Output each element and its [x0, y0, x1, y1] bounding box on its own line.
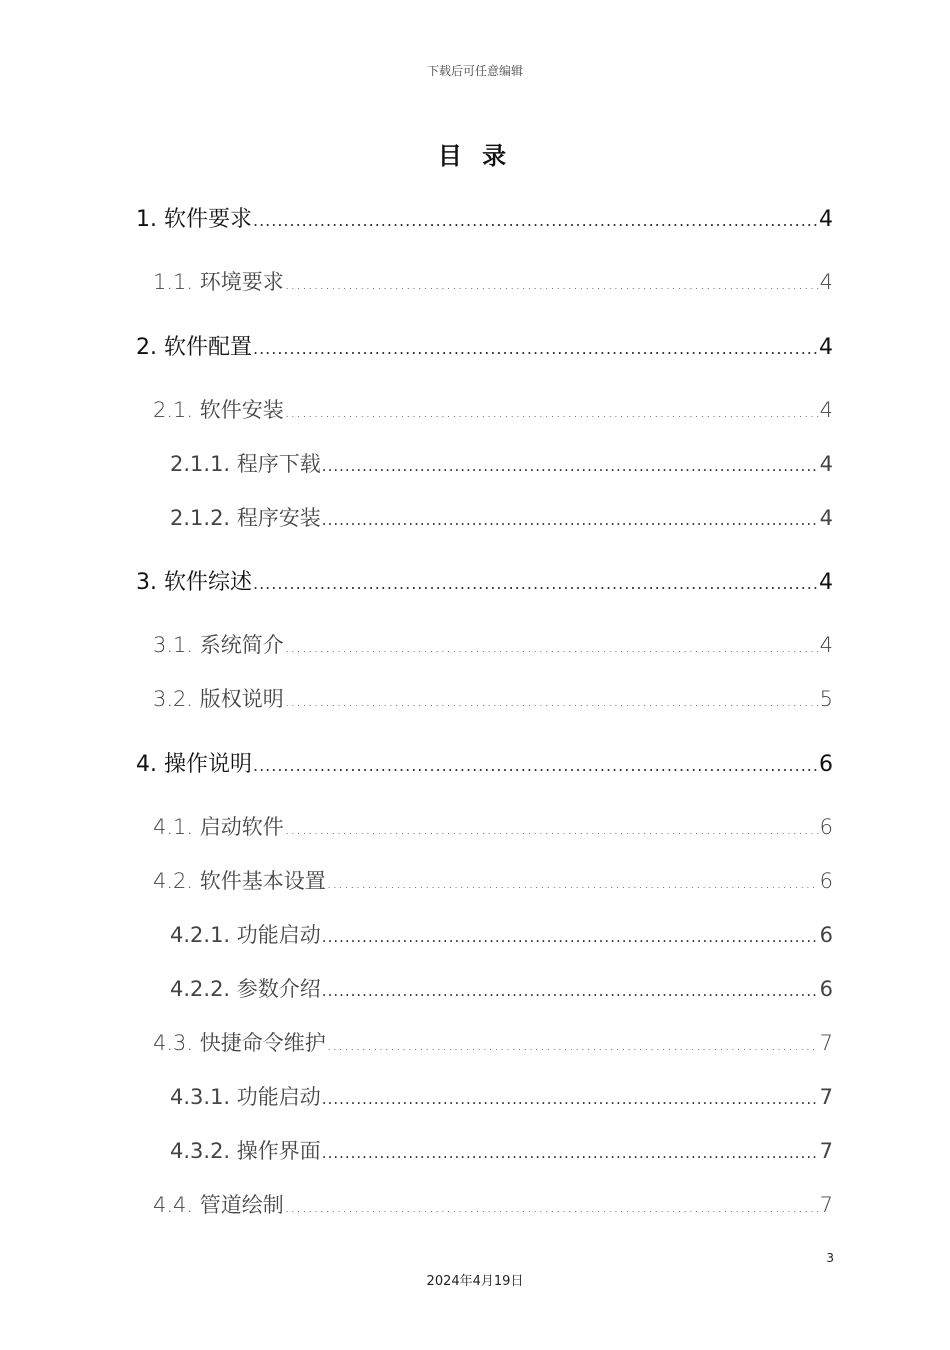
toc-entry[interactable] [136, 747, 833, 778]
toc-leader-dots [285, 638, 819, 656]
toc-entry-label: 4.3. 快捷命令维护 [153, 1031, 326, 1055]
toc-entry-page: 4 [819, 570, 833, 595]
toc-leader-dots [285, 692, 819, 710]
toc-entry[interactable] [170, 973, 833, 1003]
toc-leader-dots [322, 1144, 819, 1162]
toc-entry-page: 6 [819, 815, 833, 839]
toc-entry[interactable] [136, 330, 833, 361]
toc-entry-label: 3.2. 版权说明 [153, 687, 284, 711]
toc-title: 目 录 [437, 142, 513, 170]
toc-entry-page: 6 [819, 752, 833, 777]
toc-entry-label: 4.1. 启动软件 [153, 815, 284, 839]
toc-entry-page: 6 [819, 977, 833, 1001]
toc-entry-page: 7 [819, 1031, 833, 1055]
page-footer-date: 2024年4月19日 [426, 1274, 524, 1289]
toc-entry[interactable] [170, 448, 833, 478]
toc-leader-dots [322, 982, 819, 1000]
toc-entry[interactable] [136, 565, 833, 596]
toc-entry-label: 2. 软件配置 [136, 335, 252, 360]
toc-entry[interactable] [136, 202, 833, 233]
toc-entry-label: 2.1.1. 程序下载 [170, 452, 321, 476]
page-header: 下载后可任意编辑 [426, 64, 523, 78]
toc-leader-dots [285, 820, 819, 838]
toc-leader-dots [285, 275, 819, 293]
toc-entry-label: 4.3.2. 操作界面 [170, 1139, 321, 1163]
toc-entry-page: 4 [819, 506, 833, 530]
toc-leader-dots [327, 874, 819, 892]
toc-leader-dots [322, 1090, 819, 1108]
toc-entry[interactable] [170, 502, 833, 532]
toc-leader-dots [253, 211, 818, 230]
toc-entry[interactable] [153, 629, 833, 659]
toc-entry[interactable] [153, 811, 833, 841]
toc-entry[interactable] [153, 683, 833, 713]
toc-entry-page: 7 [819, 1139, 833, 1163]
toc-entry[interactable] [153, 1027, 833, 1057]
toc-leader-dots [322, 457, 819, 475]
toc-leader-dots [253, 756, 818, 775]
toc-entry-label: 1.1. 环境要求 [153, 270, 284, 294]
toc-entry-page: 6 [819, 923, 833, 947]
toc-entry-label: 4.3.1. 功能启动 [170, 1085, 321, 1109]
toc-entry[interactable] [170, 919, 833, 949]
toc-entry-label: 1. 软件要求 [136, 207, 252, 232]
toc-entry[interactable] [170, 1081, 833, 1111]
toc-entry-page: 4 [819, 270, 833, 294]
toc-entry-page: 7 [819, 1085, 833, 1109]
toc-entry[interactable] [170, 1135, 833, 1165]
toc-entry-page: 4 [819, 633, 833, 657]
toc-entry-label: 2.1.2. 程序安装 [170, 506, 321, 530]
toc-leader-dots [322, 928, 819, 946]
toc-leader-dots [253, 574, 818, 593]
toc-entry-label: 2.1. 软件安装 [153, 398, 284, 422]
toc-leader-dots [253, 339, 818, 358]
toc-leader-dots [327, 1036, 819, 1054]
toc-leader-dots [285, 403, 819, 421]
toc-entry-page: 4 [819, 398, 833, 422]
toc-leader-dots [322, 511, 819, 529]
toc-entry-page: 4 [819, 207, 833, 232]
toc-entry-label: 3.1. 系统简介 [153, 633, 284, 657]
toc-entry-label: 4.2.2. 参数介绍 [170, 977, 321, 1001]
toc-entry-label: 4.2.1. 功能启动 [170, 923, 321, 947]
toc-entry-label: 4. 操作说明 [136, 752, 252, 777]
toc-entry-page: 5 [819, 687, 833, 711]
toc-entry-label: 4.4. 管道绘制 [153, 1193, 284, 1217]
toc-entry-label: 3. 软件综述 [136, 570, 252, 595]
toc-entry-page: 7 [819, 1193, 833, 1217]
toc-entry[interactable] [153, 1189, 833, 1219]
toc-entry-page: 6 [819, 869, 833, 893]
toc-entry[interactable] [153, 266, 833, 296]
toc-leader-dots [285, 1198, 819, 1216]
toc-entry-page: 4 [819, 335, 833, 360]
page-number: 3 [826, 1251, 834, 1265]
toc-entry-label: 4.2. 软件基本设置 [153, 869, 326, 893]
toc-entry[interactable] [153, 865, 833, 895]
toc-entry[interactable] [153, 394, 833, 424]
toc-entry-page: 4 [819, 452, 833, 476]
